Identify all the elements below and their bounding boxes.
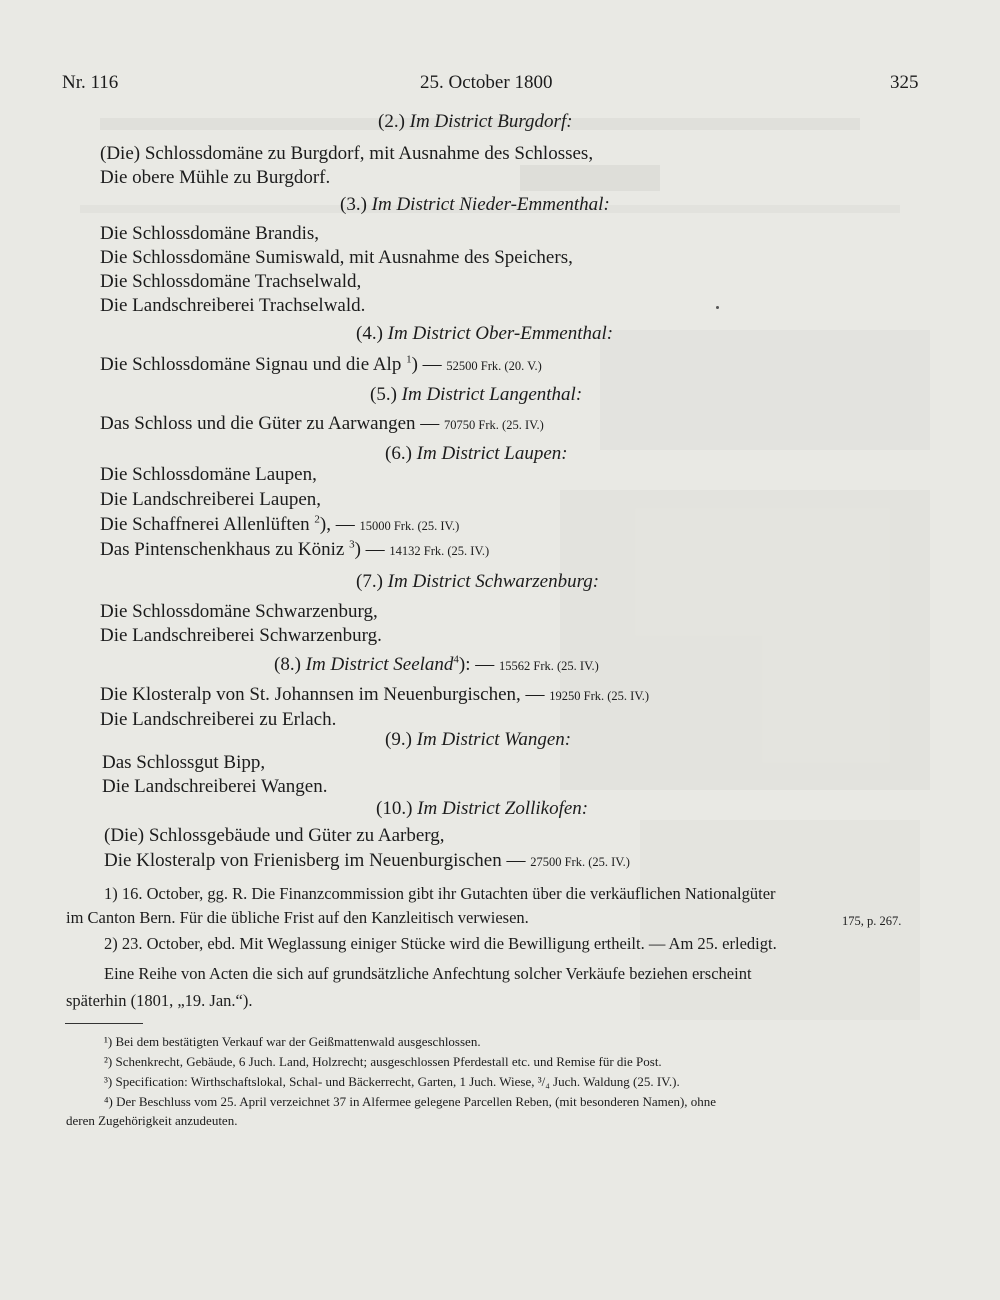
price: 27500 Frk. (25. IV.)	[530, 855, 630, 869]
note-1-line-1: 1) 16. October, gg. R. Die Finanzcommission gibt ihr Gutachten über die verkäuflichen Nationalgüter	[104, 884, 776, 903]
heading-text: Im District Seeland	[305, 654, 454, 675]
text-line: Die Landschreiberei Wangen.	[102, 776, 328, 797]
district-heading-burgdorf	[378, 110, 573, 134]
note-1-line-2: im Canton Bern. Für die übliche Frist auf den Kanzleitisch verwiesen.	[66, 908, 529, 927]
note-3-line-2: späterhin (1801, „19. Jan.“).	[66, 991, 253, 1010]
bleed-through-texture	[600, 330, 930, 450]
district-heading-schwarzenburg	[356, 570, 599, 594]
footnote-4-line-2: deren Zugehörigkeit anzudeuten.	[66, 1113, 238, 1128]
heading-number: (7.)	[356, 571, 383, 592]
heading-number: (2.)	[378, 111, 405, 132]
page-number: 325	[890, 72, 919, 93]
heading-number: (10.)	[376, 798, 413, 819]
price: 52500 Frk. (20. V.)	[446, 359, 542, 373]
footnote-2: ²) Schenkrecht, Gebäude, 6 Juch. Land, Holzrecht; ausgeschlossen Pferdestall etc. und Remise für die Post.	[104, 1054, 662, 1069]
text-line-with-price: Die Schlossdomäne Signau und die Alp $^1$) — 52500 Frk. (20. V.)	[100, 353, 542, 375]
text-line: Die Landschreiberei Laupen,	[100, 489, 322, 510]
text-line-with-price: Die Klosteralp von Frienisberg im Neuenburgischen — 27500 Frk. (25. IV.)	[104, 850, 630, 871]
heading-number: (3.)	[340, 194, 367, 215]
footnote-divider	[65, 1023, 143, 1024]
heading-text: Im District Nieder-Emmenthal:	[371, 194, 610, 215]
district-heading-langenthal	[370, 383, 582, 407]
footnote-4-line-1: ⁴) Der Beschluss vom 25. April verzeichnet 37 in Alfermee gelegene Parcellen Reben, (mit besonderen Namen), ohne	[104, 1094, 717, 1109]
heading-number: (5.)	[370, 384, 397, 405]
heading-number: (8.)	[274, 654, 301, 675]
text-line: Die Schlossdomäne Brandis,	[100, 223, 320, 244]
heading-text: Im District Schwarzenburg:	[387, 571, 600, 592]
district-heading-ober-emmenthal	[356, 322, 613, 346]
page-date: 25. October 1800	[420, 72, 553, 93]
heading-text: Im District Zollikofen:	[417, 798, 589, 819]
text-line-with-price: Die Schaffnerei Allenlüften $^2$), — 15000 Frk. (25. IV.)	[100, 513, 460, 535]
text-line: Die Schlossdomäne Laupen,	[100, 464, 317, 485]
heading-number: (9.)	[385, 729, 412, 750]
text-line: Die Landschreiberei Trachselwald.	[100, 295, 366, 316]
footnote-ref: 1	[406, 353, 412, 366]
footnote-ref: 2	[314, 513, 320, 526]
text-line: Die obere Mühle zu Burgdorf.	[100, 167, 331, 188]
price: 70750 Frk. (25. IV.)	[444, 418, 544, 432]
district-heading-zollikofen	[376, 797, 588, 821]
text-line-with-price: Die Klosteralp von St. Johannsen im Neuenburgischen, — 19250 Frk. (25. IV.)	[100, 684, 650, 705]
footnote-ref: 4	[453, 653, 459, 666]
heading-number: (6.)	[385, 443, 412, 464]
heading-number: (4.)	[356, 323, 383, 344]
heading-text: Im District Burgdorf:	[409, 111, 573, 132]
bleed-through-texture	[560, 490, 930, 790]
district-heading-wangen	[385, 728, 571, 752]
price: 15000 Frk. (25. IV.)	[359, 519, 460, 533]
price: 14132 Frk. (25. IV.)	[389, 544, 490, 558]
text-line-with-price: Das Pintenschenkhaus zu Köniz $^3$) — 14132 Frk. (25. IV.)	[100, 538, 490, 560]
district-heading-laupen	[385, 442, 568, 466]
text-line: Die Schlossdomäne Trachselwald,	[100, 271, 362, 292]
heading-text: Im District Laupen:	[416, 443, 568, 464]
text-line: Die Schlossdomäne Schwarzenburg,	[100, 601, 378, 622]
entry-number: Nr. 116	[62, 72, 119, 93]
heading-text: Im District Ober-Emmenthal:	[387, 323, 614, 344]
bleed-through-texture	[520, 165, 660, 191]
heading-text: Im District Wangen:	[416, 729, 572, 750]
stray-dot	[716, 306, 719, 309]
note-2: 2) 23. October, ebd. Mit Weglassung einiger Stücke wird die Bewilligung ertheilt. — Am 25. erledigt.	[104, 934, 777, 953]
text-line: (Die) Schlossdomäne zu Burgdorf, mit Ausnahme des Schlosses,	[100, 143, 594, 164]
text-line: Das Schlossgut Bipp,	[102, 752, 266, 773]
text-line-with-price: Das Schloss und die Güter zu Aarwangen — 70750 Frk. (25. IV.)	[100, 413, 544, 434]
text-line: Die Landschreiberei Schwarzenburg.	[100, 625, 382, 646]
heading-text: Im District Langenthal:	[401, 384, 583, 405]
district-heading-seeland: (8.) Im District Seeland$^4$): — 15562 Frk. (25. IV.)	[274, 653, 599, 675]
note-3-line-1: Eine Reihe von Acten die sich auf grundsätzliche Anfechtung solcher Verkäufe beziehen erscheint	[104, 964, 752, 983]
price: 15562 Frk. (25. IV.)	[499, 659, 599, 673]
text-line: Die Landschreiberei zu Erlach.	[100, 709, 337, 730]
text-line: (Die) Schlossgebäude und Güter zu Aarberg,	[104, 825, 445, 846]
note-1-reference: 175, p. 267.	[842, 914, 902, 928]
footnote-3: ³) Specification: Wirthschaftslokal, Schal- und Bäckerrecht, Garten, 1 Juch. Wiese, ³/₄ Juch. Waldung (25. IV.).	[104, 1074, 680, 1089]
footnote-1: ¹) Bei dem bestätigten Verkauf war der Geißmattenwald ausgeschlossen.	[104, 1034, 481, 1049]
footnote-ref: 3	[349, 538, 355, 551]
text-line: Die Schlossdomäne Sumiswald, mit Ausnahme des Speichers,	[100, 247, 573, 268]
district-heading-nieder-emmenthal	[340, 193, 610, 217]
price: 19250 Frk. (25. IV.)	[549, 689, 650, 703]
